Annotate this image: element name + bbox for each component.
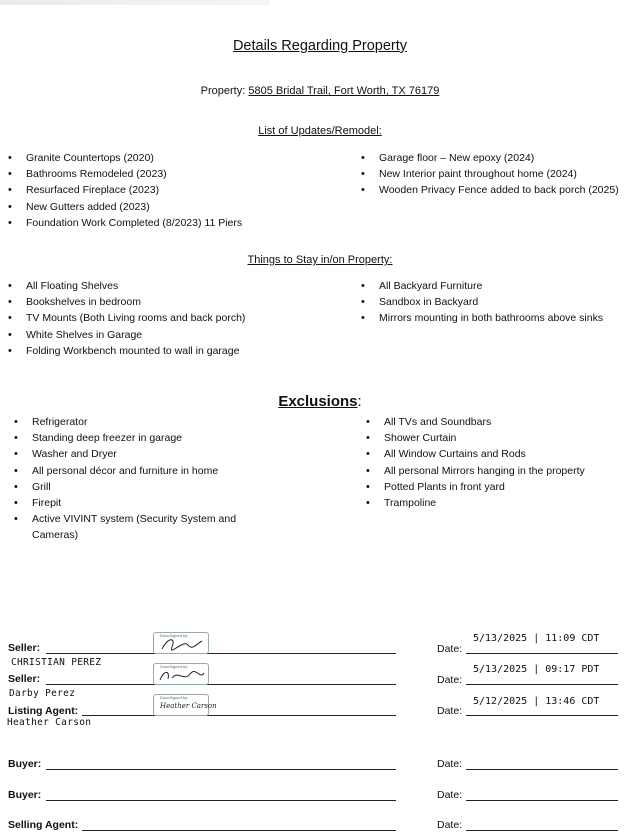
signature-scribble-icon — [154, 664, 210, 686]
list-item: • Sandbox in Backyard — [357, 294, 603, 310]
exclusions-heading — [0, 393, 640, 410]
listing-agent-signature-stamp — [153, 694, 217, 716]
buyer2-date-label: Date: — [437, 789, 463, 801]
listing-agent-date: 5/12/2025 | 13:46 CDT — [473, 696, 600, 707]
list-item: • Shower Curtain — [362, 430, 585, 446]
buyer1-signature-line[interactable] — [46, 769, 396, 770]
seller2-signature-line[interactable] — [46, 684, 396, 685]
list-item: • Resurfaced Fireplace (2023) — [4, 182, 242, 198]
listing-agent-name: Heather Carson — [7, 717, 92, 728]
selling-agent-label: Selling Agent: — [8, 819, 79, 831]
list-item: • All Backyard Furniture — [357, 278, 603, 294]
listing-agent-signature: Heather Carson — [160, 702, 217, 710]
list-item: • Washer and Dryer — [10, 446, 260, 462]
listing-agent-date-label: Date: — [437, 705, 463, 717]
docusign-stamp-text: DocuSigned by: — [160, 695, 189, 700]
list-item: • New Gutters added (2023) — [4, 199, 242, 215]
buyer2-signature-line[interactable] — [46, 800, 396, 801]
updates-left-list — [4, 150, 242, 231]
buyer1-date-line[interactable] — [466, 769, 618, 770]
seller1-date-label: Date: — [437, 643, 463, 655]
list-item: • Active VIVINT system (Security System and Cameras) — [10, 511, 260, 543]
list-item: • All Floating Shelves — [4, 278, 245, 294]
scan-artifact — [0, 0, 270, 5]
selling-agent-date-line[interactable] — [466, 830, 618, 831]
listing-agent-label: Listing Agent: — [8, 705, 79, 717]
list-item: • White Shelves in Garage — [4, 327, 245, 343]
list-item: • Trampoline — [362, 495, 585, 511]
page-title: Details Regarding Property — [232, 38, 408, 54]
list-item: • Granite Countertops (2020) — [4, 150, 242, 166]
updates-heading: List of Updates/Remodel: — [258, 125, 382, 137]
listing-agent-date-line — [466, 715, 618, 716]
seller2-signature-stamp — [153, 663, 209, 685]
seller2-date-label: Date: — [437, 674, 463, 686]
updates-right-list — [357, 150, 619, 199]
selling-agent-signature-line[interactable] — [82, 830, 396, 831]
property-label: Property: — [200, 85, 246, 97]
docusign-stamp-text: DocuSigned by: — [160, 664, 189, 669]
listing-agent-signature-line[interactable] — [82, 715, 396, 716]
exclusions-heading-colon: : — [357, 393, 362, 410]
buyer2-label: Buyer: — [8, 789, 42, 801]
list-item: • Mirrors mounting in both bathrooms above sinks — [357, 310, 603, 326]
list-item: • All personal Mirrors hanging in the property — [362, 463, 585, 479]
property-line — [0, 85, 640, 97]
seller1-name: CHRISTIAN PEREZ — [11, 657, 102, 668]
docusign-stamp-text: DocuSigned by: — [160, 633, 189, 638]
seller2-date: 5/13/2025 | 09:17 PDT — [473, 664, 600, 675]
buyer2-date-line[interactable] — [466, 800, 618, 801]
list-item: • Bathrooms Remodeled (2023) — [4, 166, 242, 182]
buyer1-date-label: Date: — [437, 758, 463, 770]
stay-right-list — [357, 278, 603, 327]
seller2-name: Darby Perez — [9, 688, 76, 699]
list-item: • Potted Plants in front yard — [362, 479, 585, 495]
seller1-signature-line[interactable] — [46, 653, 396, 654]
exclusions-left-list — [10, 414, 260, 544]
exclusions-right-list — [362, 414, 585, 511]
seller1-label: Seller: — [8, 642, 41, 654]
signature-scribble-icon — [154, 633, 210, 655]
list-item: • Refrigerator — [10, 414, 260, 430]
stay-heading: Things to Stay in/on Property: — [247, 254, 393, 266]
list-item: • TV Mounts (Both Living rooms and back porch) — [4, 310, 245, 326]
list-item: • All Window Curtains and Rods — [362, 446, 585, 462]
seller2-label: Seller: — [8, 673, 41, 685]
list-item: • New Interior paint throughout home (2024) — [357, 166, 619, 182]
property-address: 5805 Bridal Trail, Fort Worth, TX 76179 — [248, 85, 440, 97]
seller1-date-line — [466, 653, 618, 654]
selling-agent-date-label: Date: — [437, 819, 463, 831]
exclusions-heading-text: Exclusions — [278, 393, 358, 410]
list-item: • Foundation Work Completed (8/2023) 11 Piers — [4, 215, 242, 231]
list-item: • Wooden Privacy Fence added to back porch (2025) — [357, 182, 619, 198]
list-item: • Firepit — [10, 495, 260, 511]
list-item: • All personal décor and furniture in home — [10, 463, 260, 479]
list-item: • Garage floor – New epoxy (2024) — [357, 150, 619, 166]
seller2-date-line — [466, 684, 618, 685]
list-item: • Grill — [10, 479, 260, 495]
seller1-date: 5/13/2025 | 11:09 CDT — [473, 633, 600, 644]
list-item: • All TVs and Soundbars — [362, 414, 585, 430]
list-item: • Folding Workbench mounted to wall in garage — [4, 343, 245, 359]
buyer1-label: Buyer: — [8, 758, 42, 770]
stay-left-list — [4, 278, 245, 359]
list-item: • Bookshelves in bedroom — [4, 294, 245, 310]
seller1-signature-stamp — [153, 632, 209, 654]
list-item: • Standing deep freezer in garage — [10, 430, 260, 446]
